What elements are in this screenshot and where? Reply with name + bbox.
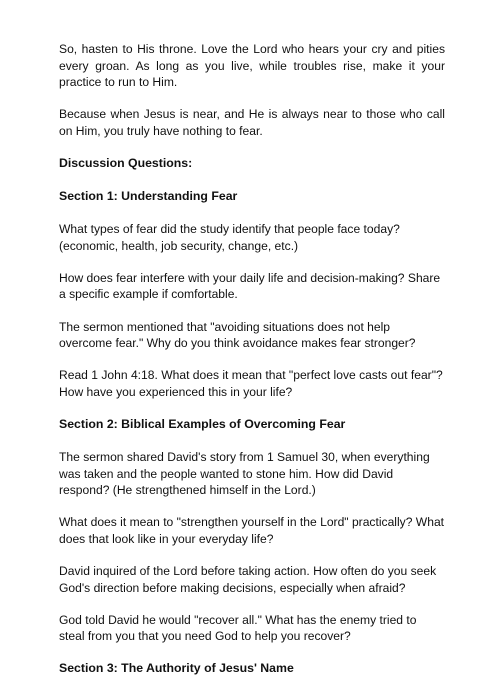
section-2-question-1: The sermon shared David's story from 1 Samuel 30, when everything was taken and the people wanted to stone him. How did David respond? (He strengthened himself in the Lord.) bbox=[59, 450, 430, 498]
document-page bbox=[59, 41, 445, 693]
section-2-question-3: David inquired of the Lord before taking action. How often do you seek God's direction before making decisions, especially when afraid? bbox=[59, 563, 437, 595]
section-1-question-4: Read 1 John 4:18. What does it mean that "perfect love casts out fear"? How have you experienced this in your life? bbox=[59, 368, 443, 399]
section-2-question-2: What does it mean to "strengthen yourself in the Lord" practically? What does that look like in your everyday life? bbox=[59, 515, 445, 546]
section-2-title: Section 2: Biblical Examples of Overcoming Fear bbox=[59, 416, 346, 431]
section-1-title: Section 1: Understanding Fear bbox=[59, 189, 238, 204]
intro-paragraph-2: Because when Jesus is near, and He is always near to those who call on Him, you truly have nothing to fear. bbox=[59, 107, 445, 138]
intro-paragraph-1: So, hasten to His throne. Love the Lord who hears your cry and pities every groan. As long as you live, while troubles rise, make it your practice to run to Him. bbox=[59, 42, 445, 90]
section-1-question-1: What types of fear did the study identify that people face today? (economic, health, job security, change, etc.) bbox=[59, 222, 400, 253]
section-1-question-2: How does fear interfere with your daily life and decision-making? Share a specific example if comfortable. bbox=[59, 270, 441, 302]
section-2-question-4: God told David he would "recover all." What has the enemy tried to steal from you that you need God to help you recover? bbox=[59, 612, 417, 644]
section-3-title: Section 3: The Authority of Jesus' Name bbox=[59, 661, 294, 676]
section-1-question-3: The sermon mentioned that "avoiding situations does not help overcome fear." Why do you think avoidance makes fear stronger? bbox=[59, 319, 416, 351]
discussion-heading: Discussion Questions: bbox=[59, 155, 193, 170]
